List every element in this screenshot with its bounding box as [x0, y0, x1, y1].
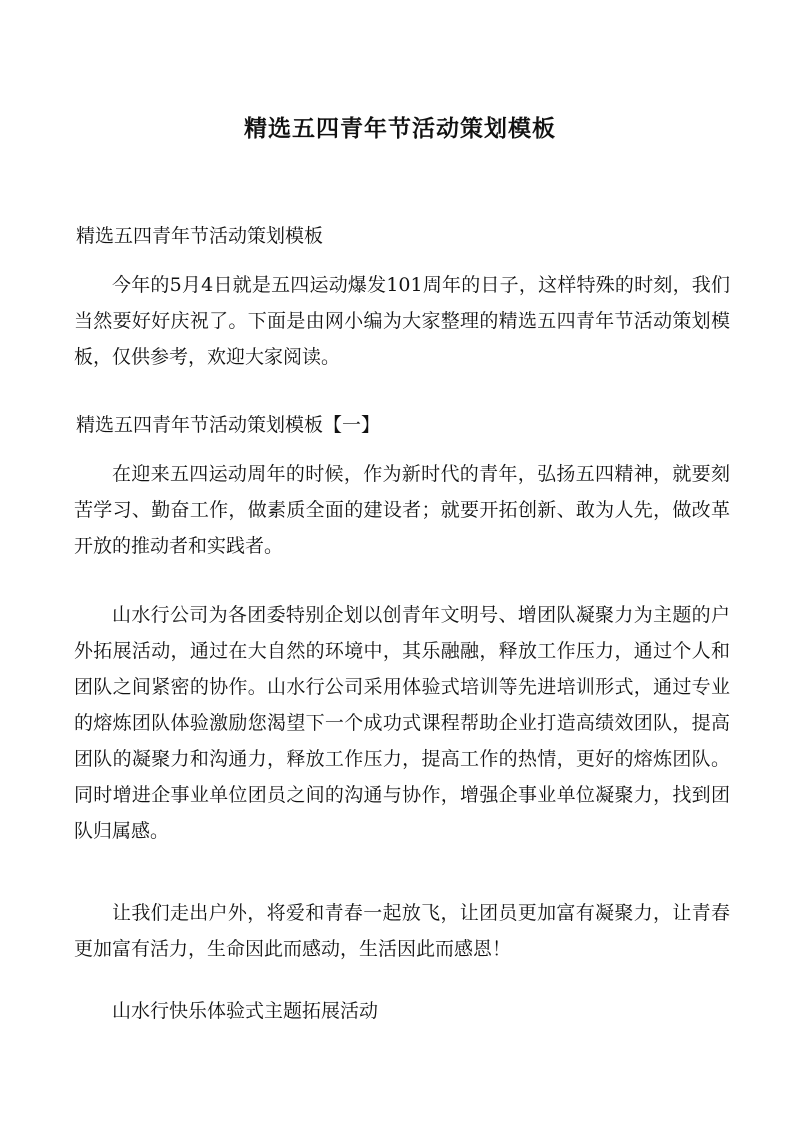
- paragraph-2: 山水行公司为各团委特别企划以创青年文明号、增团队凝聚力为主题的户外拓展活动，通过在大自然的环境中，其乐融融，释放工作压力，通过个人和团队之间紧密的协作。山水行公司采用体验式培训等先进培训形式，通过专业的熔炼团队体验激励您渴望下一个成功式课程帮助企业打造高绩效团队，提高团队的凝聚力和沟通力，释放工作压力，提高工作的热情，更好的熔炼团队。同时增进企事业单位团员之间的沟通与协作，增强企事业单位凝聚力，找到团队归属感。: [74, 604, 730, 842]
- paragraph-4: 山水行快乐体验式主题拓展活动: [112, 1000, 379, 1022]
- document-title: 精选五四青年节活动策划模板: [244, 116, 556, 142]
- document-subtitle: 精选五四青年节活动策划模板: [76, 225, 324, 247]
- intro-paragraph: 今年的5月4日就是五四运动爆发101周年的日子，这样特殊的时刻，我们当然要好好庆祝了。下面是由网小编为大家整理的精选五四青年节活动策划模板，仅供参考，欢迎大家阅读。: [74, 274, 730, 368]
- section-heading-1: 精选五四青年节活动策划模板【一】: [76, 414, 381, 436]
- paragraph-1: 在迎来五四运动周年的时候，作为新时代的青年，弘扬五四精神，就要刻苦学习、勤奋工作，做素质全面的建设者；就要开拓创新、敢为人先，做改革开放的推动者和实践者。: [74, 463, 730, 557]
- paragraph-3: 让我们走出户外，将爱和青春一起放飞，让团员更加富有凝聚力，让青春更加富有活力，生命因此而感动，生活因此而感恩！: [74, 902, 730, 960]
